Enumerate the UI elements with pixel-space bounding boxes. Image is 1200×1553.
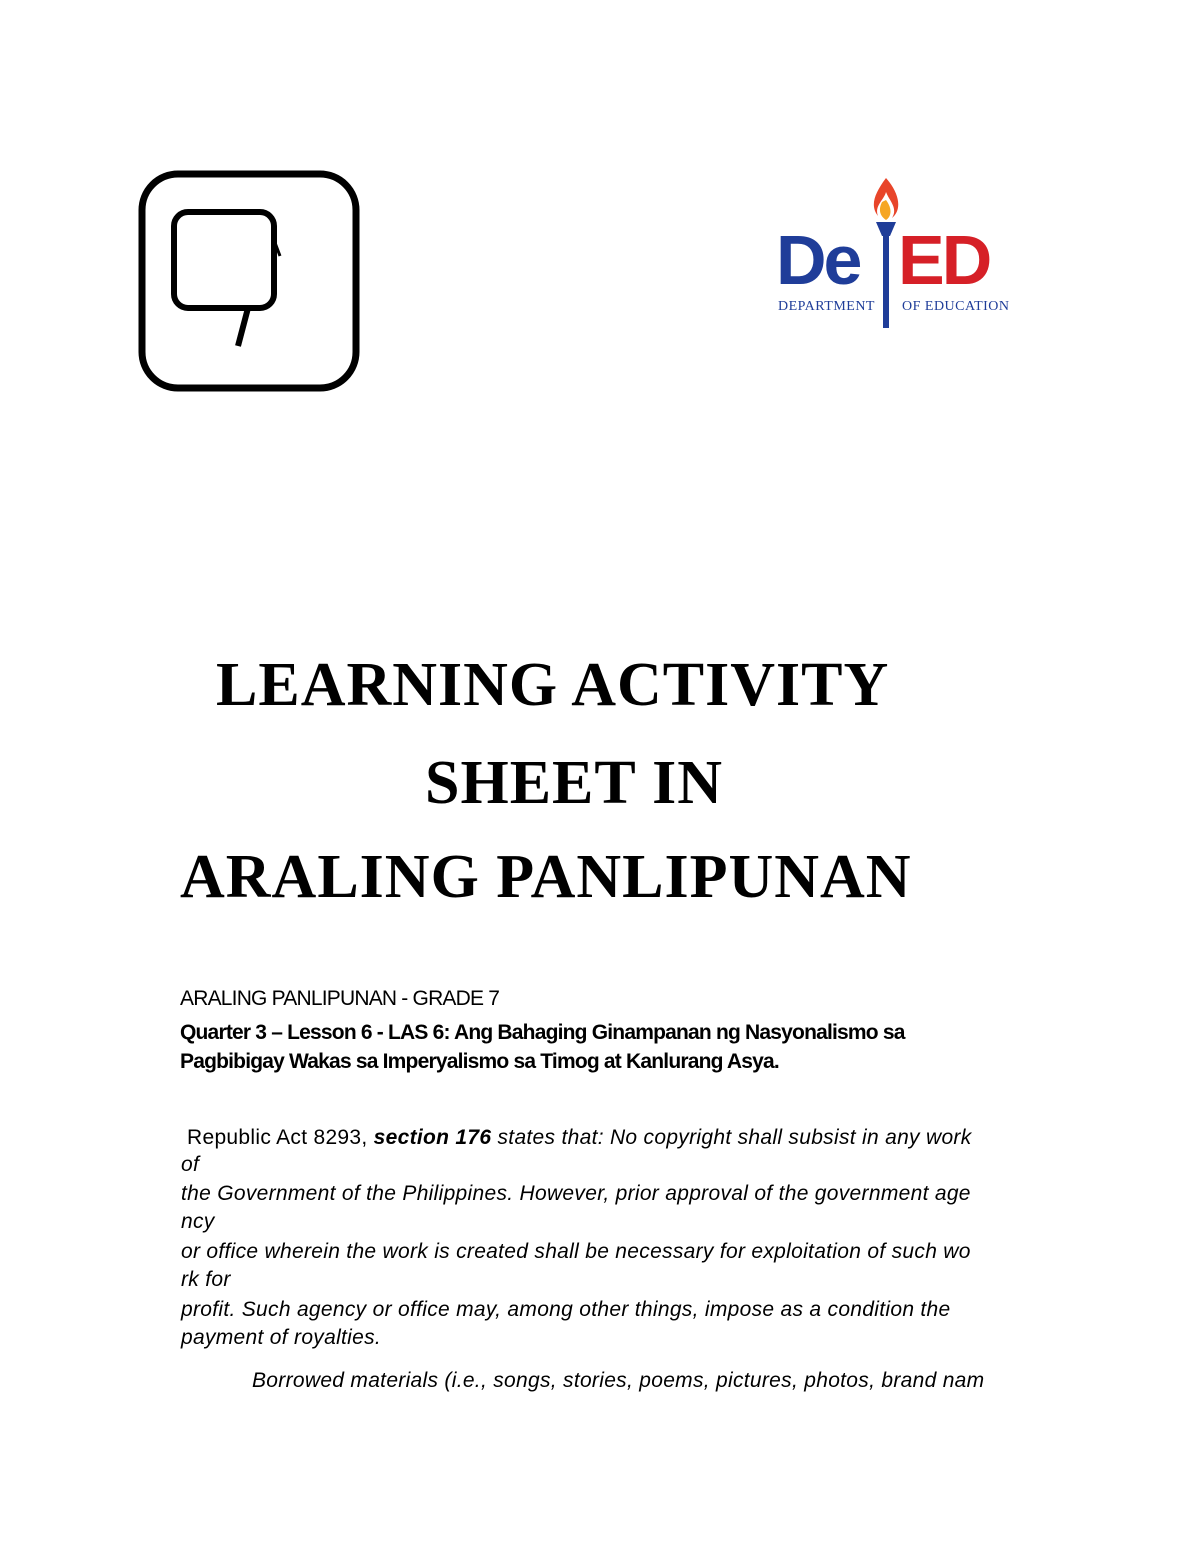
logo-brand-left: De [776,221,860,299]
borrowed-materials-line: Borrowed materials (i.e., songs, stories, poems, pictures, photos, brand nam [252,1369,985,1392]
copyright-notice-line-5: or office wherein the work is created shall be necessary for exploitation of such wo [181,1240,971,1263]
copyright-notice-line-1 [187,1124,1067,1152]
section-ref: section 176 [373,1126,492,1149]
lesson-title-line-2: Pagbibigay Wakas sa Imperyalismo sa Timog at Kanlurang Asya. [180,1050,779,1073]
grade-level-badge [138,170,360,392]
notice-text-1: states that: No copyright shall subsist in any work [491,1126,972,1149]
title-line-3: ARALING PANLIPUNAN [180,843,912,911]
republic-act: Republic Act 8293, [187,1126,368,1149]
copyright-notice-line-2: of [181,1153,200,1176]
logo-subtitle-left: DEPARTMENT [778,299,875,314]
title-line-2: SHEET IN [425,749,724,817]
copyright-notice-line-7: profit. Such agency or office may, among other things, impose as a condition the [181,1298,951,1321]
lesson-title-line-1: Quarter 3 – Lesson 6 - LAS 6: Ang Bahaging Ginampanan ng Nasyonalismo sa [180,1021,905,1044]
copyright-notice-line-6: rk for [181,1268,231,1291]
logo-subtitle-right: OF EDUCATION [902,299,1010,314]
copyright-notice-line-8: payment of royalties. [181,1326,382,1349]
logo-brand-right: ED [898,221,990,299]
deped-logo [774,172,1030,334]
copyright-notice-line-4: ncy [181,1210,215,1233]
subject-grade: ARALING PANLIPUNAN - GRADE 7 [180,987,500,1010]
deped-logo-mark [774,172,1030,334]
copyright-notice-line-3: the Government of the Philippines. However, prior approval of the government age [181,1182,971,1205]
title-line-1: LEARNING ACTIVITY [216,651,890,719]
grade-seven-icon [138,170,360,392]
